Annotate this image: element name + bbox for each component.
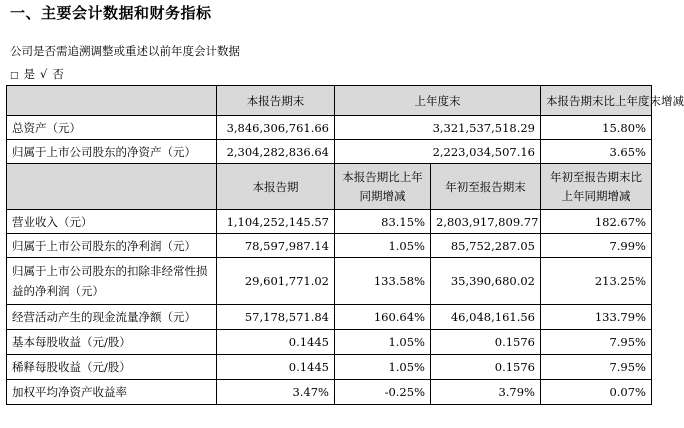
table2-header-row [7,164,652,210]
answer-no: 否 [52,67,64,81]
value-cell: 35,390,680.02 [431,258,541,305]
table2-header-cell: 本报告期 [217,164,335,210]
row-label: 经营活动产生的现金流量净额（元） [7,305,217,330]
row-label: 营业收入（元） [7,210,217,234]
table-row [7,305,652,330]
value-cell: 3.79% [431,380,541,405]
table2-header-cell: 年初至报告期末比上年同期增减 [541,164,652,210]
value-cell: 0.1576 [431,330,541,355]
value-cell: 78,597,987.14 [217,234,335,258]
restatement-question: 公司是否需追溯调整或重述以前年度会计数据 [10,44,240,58]
table-row [7,355,652,380]
value-cell: 133.79% [541,305,652,330]
row-label: 归属于上市公司股东的净利润（元） [7,234,217,258]
table-row [7,330,652,355]
table-row [7,140,652,164]
value-cell: 2,304,282,836.64 [217,140,335,164]
value-cell: 3.47% [217,380,335,405]
table1-header-cell: 本报告期末 [217,86,335,116]
value-cell: 1.05% [335,234,431,258]
value-cell: 3,846,306,761.66 [217,116,335,140]
value-cell: 0.07% [541,380,652,405]
row-label: 归属于上市公司股东的扣除非经常性损益的净利润（元） [7,258,217,305]
value-cell: 2,223,034,507.16 [335,140,541,164]
value-cell: 57,178,571.84 [217,305,335,330]
value-cell: 7.99% [541,234,652,258]
answer-yes: 是 [23,67,36,81]
table-row [7,234,652,258]
value-cell: 7.95% [541,330,652,355]
table-row [7,116,652,140]
value-cell: 46,048,161.56 [431,305,541,330]
value-cell: 1.05% [335,355,431,380]
row-label: 总资产（元） [7,116,217,140]
value-cell: 1.05% [335,330,431,355]
value-cell: 133.58% [335,258,431,305]
table2-header-cell: 本报告期比上年同期增减 [335,164,431,210]
table2-header-blank [7,164,217,210]
value-cell: 0.1445 [217,330,335,355]
value-cell: 182.67% [541,210,652,234]
value-cell: 7.95% [541,355,652,380]
table-row [7,258,652,305]
financial-data-table [6,85,684,405]
checkbox-icon: □ [10,71,19,81]
value-cell: 3.65% [541,140,652,164]
section-title: 一、主要会计数据和财务指标 [10,4,212,22]
value-cell: 0.1576 [431,355,541,380]
row-label: 基本每股收益（元/股） [7,330,217,355]
table-row [7,210,652,234]
value-cell: 83.15% [335,210,431,234]
check-mark-icon: √ [40,67,48,81]
table-row [7,380,652,405]
row-label: 稀释每股收益（元/股） [7,355,217,380]
value-cell: 160.64% [335,305,431,330]
row-label: 归属于上市公司股东的净资产（元） [7,140,217,164]
value-cell: 213.25% [541,258,652,305]
table1-header-blank [7,86,217,116]
table1-header-cell: 上年度末 [335,86,541,116]
value-cell: 29,601,771.02 [217,258,335,305]
restatement-answer [10,66,64,82]
value-cell: 1,104,252,145.57 [217,210,335,234]
value-cell: 2,803,917,809.77 [431,210,541,234]
value-cell: 3,321,537,518.29 [335,116,541,140]
value-cell: 15.80% [541,116,652,140]
value-cell: 85,752,287.05 [431,234,541,258]
table1-header-row [7,86,652,116]
table2-header-cell: 年初至报告期末 [431,164,541,210]
value-cell: -0.25% [335,380,431,405]
row-label: 加权平均净资产收益率 [7,380,217,405]
value-cell: 0.1445 [217,355,335,380]
table1-header-cell: 本报告期末比上年度末增减 [541,86,652,116]
